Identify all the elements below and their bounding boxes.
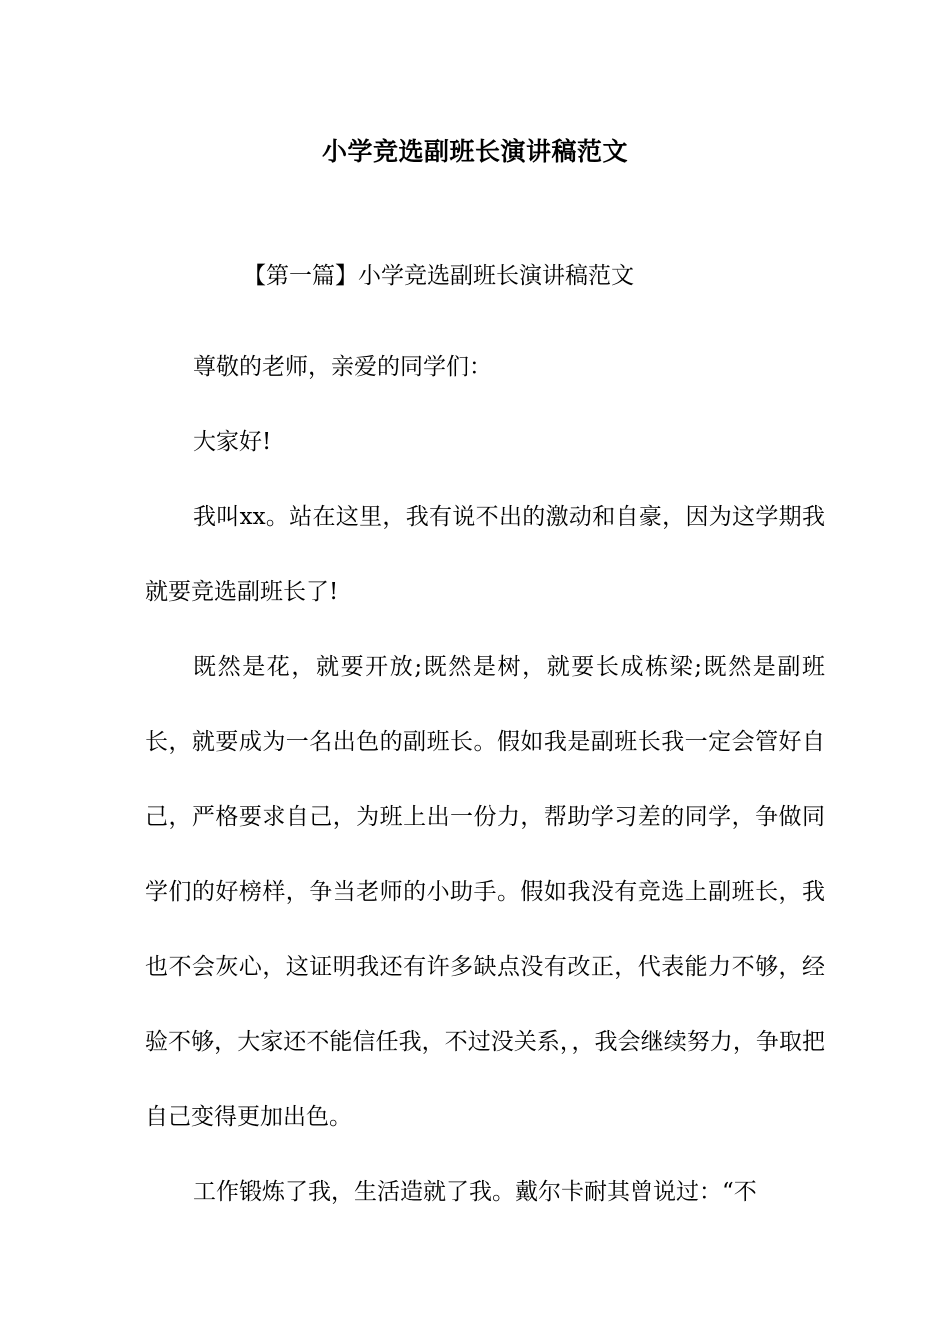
paragraph-introduction: 我叫xx。站在这里，我有说不出的激动和自豪，因为这学期我就要竞选副班长了! bbox=[145, 504, 825, 605]
paragraph-pledge: 既然是花，就要开放;既然是树，就要长成栋梁;既然是副班长，就要成为一名出色的副班长。假如我是副班长我一定会管好自己，严格要求自己，为班上出一份力，帮助学习差的同学，争做同学们的好榜样，争当老师的小助手。假如我没有竞选上副班长，我也不会灰心，这证明我还有许多缺点没有改正，代表能力不够，经验不够，大家还不能信任我，不过没关系，，我会继续努力，争取把自己变得更加出色。 bbox=[145, 654, 825, 1130]
document-body bbox=[145, 330, 825, 1230]
document-title: 小学竞选副班长演讲稿范文 bbox=[321, 137, 628, 166]
paragraph-hello: 大家好! bbox=[193, 429, 272, 455]
paragraph-quote: 工作锻炼了我，生活造就了我。戴尔卡耐其曾说过：“不 bbox=[193, 1179, 757, 1205]
paragraph-greeting: 尊敬的老师，亲爱的同学们： bbox=[193, 354, 492, 380]
section-heading: 【第一篇】小学竞选副班长演讲稿范文 bbox=[243, 263, 634, 289]
